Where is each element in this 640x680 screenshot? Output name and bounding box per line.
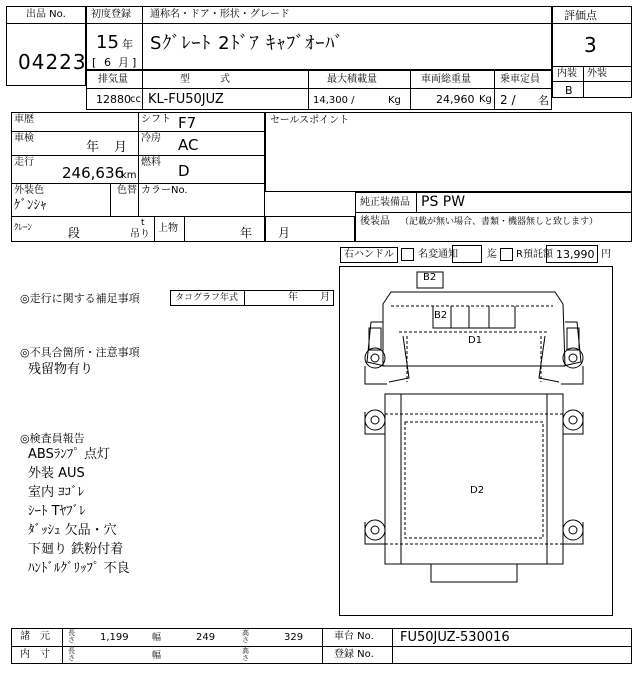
gross-weight-label: 車両総重量 (421, 74, 471, 85)
inspector-report-title: ◎検査員報告 (20, 432, 85, 445)
tax-label: R預託額 (516, 249, 553, 260)
displacement-unit: cc (130, 94, 141, 105)
ac: AC (178, 136, 199, 154)
fuel-label: 燃料 (141, 157, 161, 168)
mileage-label: 走行 (14, 157, 34, 168)
tax-checkbox[interactable] (500, 248, 513, 261)
exterior-label: 外装 (587, 68, 607, 79)
chassis-number: FU50JUZ-530016 (400, 630, 510, 645)
reg-year: 15 (96, 32, 119, 53)
inspector-item: ﾀﾞｯｼｭ 欠品・穴 (28, 523, 117, 538)
model: KL-FU50JUZ (148, 92, 224, 107)
crane-capacity-top: t (141, 218, 145, 228)
aftermarket-note: （記載が無い場合、書類・機器無しと致します） (400, 217, 599, 227)
tacho-year-unit: 年 (288, 292, 298, 303)
chassis-label: 車台 No. (334, 631, 374, 642)
truck-diagram (339, 266, 613, 616)
body-extension (265, 216, 355, 242)
exterior-color-label: 外装色 (14, 185, 44, 196)
name-change-label: 名変通知 (418, 249, 458, 260)
max-load: 14,300 / (313, 95, 355, 106)
inspector-item: ﾊﾝﾄﾞﾙｸﾞﾘｯﾌﾟ 不良 (28, 561, 130, 576)
model-label: 型 式 (180, 74, 230, 85)
inspector-item: ｼｰﾄ Tﾔﾌﾞﾚ (28, 504, 86, 519)
color-change-label: 色替 (117, 185, 137, 196)
name-label: 通称名・ドア・形状・グレード (150, 9, 290, 20)
first-reg-label: 初度登録 (91, 9, 131, 20)
reg-month-unit: 月 (118, 56, 129, 69)
inspector-item: 室内 ﾖｺﾞﾚ (28, 485, 85, 500)
deadline-label: 迄 (487, 249, 497, 260)
displacement: 12880 (96, 93, 131, 106)
interior-label: 内装 (557, 68, 577, 79)
capacity-label: 乗車定員 (500, 74, 540, 85)
width-label-interior: 幅 (152, 651, 162, 661)
registration-label: 登録 No. (334, 649, 374, 660)
damage-mark-d2: D2 (470, 485, 485, 496)
rhd-checkbox[interactable] (401, 248, 414, 261)
shift: F7 (178, 114, 197, 132)
name-change-box (452, 245, 482, 263)
overall-grade: 3 (584, 33, 597, 57)
rhd-label: 右ハンドル (344, 249, 394, 260)
sales-point-label: セールスポイント (270, 115, 350, 126)
body-label: 上物 (158, 223, 178, 234)
fuel: D (178, 162, 190, 180)
capacity: 2 / (500, 93, 516, 107)
height-value: 329 (284, 632, 304, 643)
inspector-item: ABSﾗﾝﾌﾟ 点灯 (28, 447, 110, 462)
defects-title: ◎不具合箇所・注意事項 (20, 346, 140, 359)
color-code-label: カラーNo. (141, 185, 188, 196)
lot-number: 04223 (18, 50, 87, 74)
max-load-unit: Kg (388, 95, 401, 106)
inspector-item: 外装 AUS (28, 466, 85, 481)
length-label-interior: 長さ (68, 647, 75, 662)
crane-label: ｸﾚｰﾝ (14, 223, 33, 233)
grade-label: 評価点 (564, 9, 597, 22)
aftermarket-label: 後装品 (360, 216, 390, 227)
damage-mark-b2-hood: B2 (434, 310, 448, 321)
width-value: 249 (196, 632, 216, 643)
tachograph-label: タコグラフ年式 (175, 293, 239, 303)
interior-grade: B (565, 84, 573, 97)
dims-label: 諸 元 (20, 631, 50, 642)
gross-weight: 24,960 (436, 93, 475, 106)
vehicle-name: Sｸﾞﾚｰﾄ 2ﾄﾞｱ ｷｬﾌﾞｵｰﾊﾞ (150, 33, 345, 54)
tax-amount: 13,990 (556, 248, 595, 261)
shift-label: シフト (141, 114, 171, 125)
reg-month: 6 (104, 56, 111, 69)
inspection-label: 車検 (14, 133, 34, 144)
height-label: 高さ (242, 629, 249, 644)
damage-mark-d1: D1 (468, 335, 483, 346)
length-label: 長さ (68, 629, 75, 644)
driving-notes-title: ◎走行に関する補足事項 (20, 292, 140, 305)
history-label: 車歴 (14, 114, 34, 125)
lot-label: 出品 No. (26, 9, 66, 20)
damage-mark-b2-front: B2 (423, 272, 437, 283)
body-month-unit: 月 (278, 226, 291, 240)
tax-unit: 円 (601, 249, 611, 260)
interior-dims-label: 内 寸 (20, 649, 50, 660)
ac-label: 冷房 (141, 133, 161, 144)
exterior-color: ｹﾞﾝｼｬ (14, 198, 47, 213)
inspector-item: 下廻り 鉄粉付着 (28, 542, 124, 557)
genuine-equipment: PS PW (421, 194, 466, 210)
width-label: 幅 (152, 633, 162, 643)
mileage: 246,636 (62, 164, 125, 182)
body-year-unit: 年 (240, 226, 253, 240)
capacity-unit: 名 (538, 94, 549, 107)
gross-weight-unit: Kg (479, 94, 492, 105)
displacement-label: 排気量 (98, 74, 128, 85)
reg-year-unit: 年 (122, 38, 133, 51)
genuine-label: 純正装備品 (360, 197, 410, 208)
crane-stage: 段 (68, 226, 81, 240)
defect-item: 残留物有り (28, 362, 94, 377)
length-value: 1,199 (100, 632, 129, 643)
crane-capacity-bottom: 吊り (130, 229, 150, 240)
tacho-month-unit: 月 (320, 292, 330, 303)
height-label-interior: 高さ (242, 647, 249, 662)
inspection-year-unit: 年 (86, 140, 100, 155)
max-load-label: 最大積載量 (327, 74, 377, 85)
mileage-unit: km (121, 170, 137, 181)
inspection-month-unit: 月 (114, 140, 128, 155)
